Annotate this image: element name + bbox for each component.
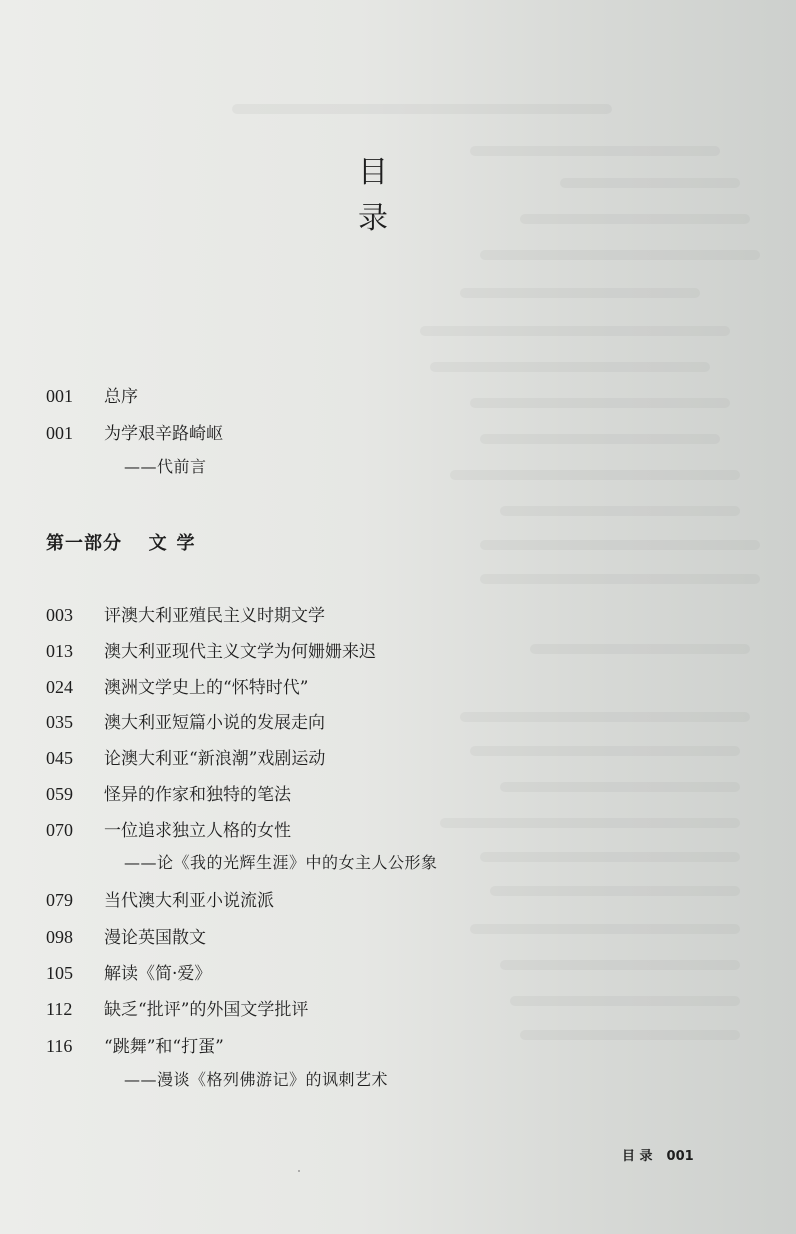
toc-heading-char-1: 目 [358,155,388,190]
entry-title: 澳大利亚短篇小说的发展走向 [104,713,325,733]
entry-title: 当代澳大利亚小说流派 [104,891,274,911]
entry-title: 总序 [104,387,138,407]
toc-entry-foreword[interactable] [46,418,223,448]
section-label: 第一部分 [46,533,122,554]
entry-subtitle: ——论《我的光辉生涯》中的女主人公形象 [124,853,438,872]
toc-entry[interactable] [46,743,325,773]
toc-entry[interactable] [46,885,274,915]
entry-title: 怪异的作家和独特的笔法 [104,785,291,805]
toc-heading [358,150,388,242]
section-name: 文学 [148,533,205,554]
page-number: 045 [46,748,73,768]
page-number: 035 [46,712,73,732]
page-footer [622,1146,694,1168]
toc-entry[interactable] [46,958,211,988]
entry-title: 评澳大利亚殖民主义时期文学 [104,606,325,626]
page-number: 079 [46,890,73,910]
page-number: 112 [46,999,73,1019]
entry-title: 解读《简·爱》 [104,964,212,984]
toc-entry[interactable] [46,600,325,630]
page-number: 105 [46,963,73,983]
page-number: 024 [46,677,73,697]
toc-heading-char-2: 录 [358,201,388,236]
entry-title: “跳舞”和“打蛋” [104,1037,224,1057]
entry-title: 澳大利亚现代主义文学为何姗姗来迟 [104,642,376,662]
page-number: 059 [46,784,73,804]
foreword-subtitle: ——代前言 [124,457,207,476]
entry-title: 为学艰辛路崎岖 [104,424,223,444]
section-heading [46,528,205,560]
entry-title: 论澳大利亚“新浪潮”戏剧运动 [104,749,326,769]
page-number: 001 [46,423,73,443]
page-number: 013 [46,641,73,661]
page-number: 070 [46,820,73,840]
toc-entry[interactable] [46,994,308,1024]
toc-entry[interactable] [46,636,376,666]
paper-speck [298,1170,300,1172]
entry-title: 漫论英国散文 [104,928,206,948]
footer-label: 目 录 [622,1149,653,1164]
toc-entry[interactable] [46,815,291,845]
footer-page-number: 001 [666,1149,694,1164]
page-number: 116 [46,1036,73,1056]
entry-title: 一位追求独立人格的女性 [104,821,291,841]
toc-entry[interactable] [46,672,308,702]
toc-entry[interactable] [46,707,325,737]
page-number: 098 [46,927,73,947]
toc-entry[interactable] [46,1031,224,1061]
toc-entry[interactable] [46,779,291,809]
toc-entry[interactable] [46,922,206,952]
page-number: 003 [46,605,73,625]
entry-title: 澳洲文学史上的“怀特时代” [104,678,309,698]
page-number: 001 [46,386,73,406]
toc-entry-general-preface[interactable] [46,381,138,411]
entry-title: 缺乏“批评”的外国文学批评 [104,1000,309,1020]
entry-subtitle: ——漫谈《格列佛游记》的讽刺艺术 [124,1070,389,1089]
